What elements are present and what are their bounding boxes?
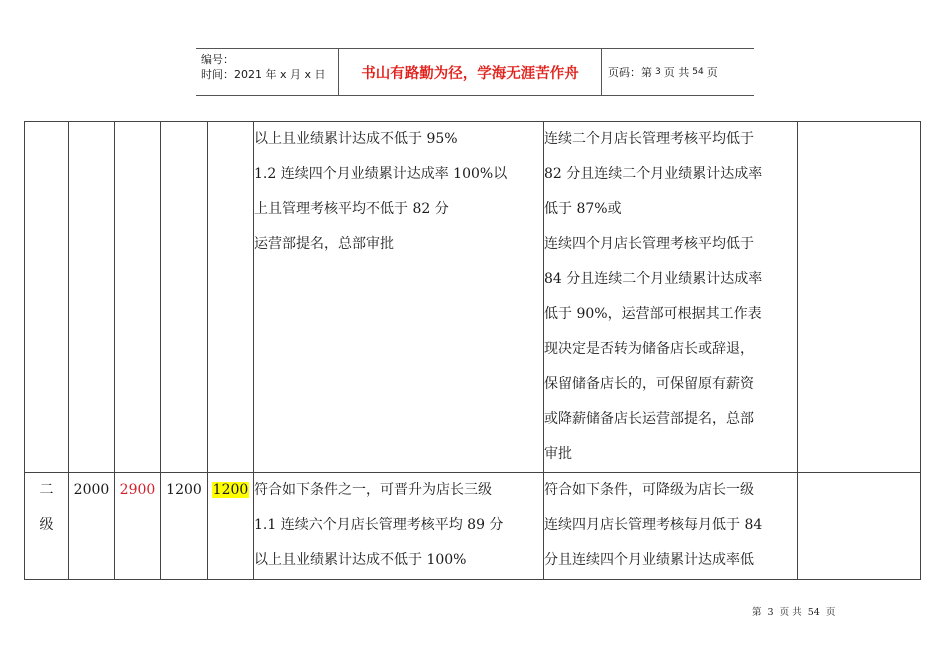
demote-line: 现决定是否转为储备店长或辞退，: [544, 341, 754, 357]
promote-line: 1.1 连续六个月店长管理考核平均 89 分: [254, 517, 504, 533]
page-footer: [752, 604, 838, 618]
table-row: [25, 122, 921, 473]
demote-line: 或降薪储备店长运营部提名，总部: [544, 411, 754, 427]
promote-line: 以上且业绩累计达成不低于 95%: [254, 131, 458, 147]
value-cell-4: [208, 473, 254, 580]
time-label: 时间：2021 年 x 月 x 日: [201, 68, 326, 81]
note-cell: [798, 122, 921, 473]
promotion-table: [24, 121, 921, 580]
demote-line: 分且连续四个月业绩累计达成率低: [544, 552, 754, 568]
demote-line: 符合如下条件，可降级为店长一级: [544, 482, 754, 498]
promote-line: 符合如下条件之一，可晋升为店长三级: [254, 482, 492, 498]
demote-line: 低于 90%，运营部可根据其工作表: [544, 306, 762, 322]
footer-current: 3: [767, 607, 774, 618]
value-cell-1: 2000: [69, 473, 115, 580]
page-total: 54: [692, 67, 704, 77]
promotion-conditions-cell: [254, 122, 544, 473]
page-mid: 页 共: [663, 66, 690, 79]
level-cell: [25, 122, 69, 473]
page-suffix: 页: [706, 66, 718, 79]
highlighted-value: 1200: [212, 482, 249, 498]
header-page-number: [602, 49, 754, 95]
code-label: 编号：: [201, 53, 234, 66]
page-header: [196, 48, 754, 96]
footer-prefix: 第: [752, 607, 762, 618]
promotion-conditions-cell: [254, 473, 544, 580]
page-prefix: 页码：第: [608, 66, 652, 79]
demote-line: 连续二个月店长管理考核平均低于: [544, 131, 754, 147]
demote-line: 连续四个月店长管理考核平均低于: [544, 236, 754, 252]
footer-mid: 页 共: [779, 607, 802, 618]
note-cell: [798, 473, 921, 580]
value-cell-4: [208, 122, 254, 473]
promote-line: 以上且业绩累计达成不低于 100%: [254, 552, 467, 568]
demotion-conditions-cell: [544, 473, 798, 580]
demote-line: 保留储备店长的，可保留原有薪资: [544, 376, 754, 392]
value-cell-1: [69, 122, 115, 473]
value-cell-3: 1200: [161, 473, 208, 580]
demotion-conditions-cell: [544, 122, 798, 473]
page-current: 3: [655, 67, 661, 77]
promote-line: 运营部提名，总部审批: [254, 236, 394, 252]
promote-line: 上且管理考核平均不低于 82 分: [254, 201, 449, 217]
value-cell-2: 2900: [115, 473, 161, 580]
demote-line: 82 分且连续二个月业绩累计达成率: [544, 166, 763, 182]
header-meta: [196, 49, 339, 95]
header-motto: 书山有路勤为径，学海无涯苦作舟: [339, 49, 602, 95]
demote-line: 连续四月店长管理考核每月低于 84: [544, 517, 763, 533]
demote-line: 84 分且连续二个月业绩累计达成率: [544, 271, 763, 287]
promote-line: 1.2 连续四个月业绩累计达成率 100%以: [254, 166, 508, 182]
footer-total: 54: [807, 607, 820, 618]
value-cell-2: [115, 122, 161, 473]
table-row: [25, 473, 921, 580]
value-cell-3: [161, 122, 208, 473]
level-cell: 二 级: [25, 473, 69, 580]
demote-line: 低于 87%或: [544, 201, 622, 217]
footer-suffix: 页: [825, 607, 836, 618]
demote-line: 审批: [544, 446, 572, 462]
